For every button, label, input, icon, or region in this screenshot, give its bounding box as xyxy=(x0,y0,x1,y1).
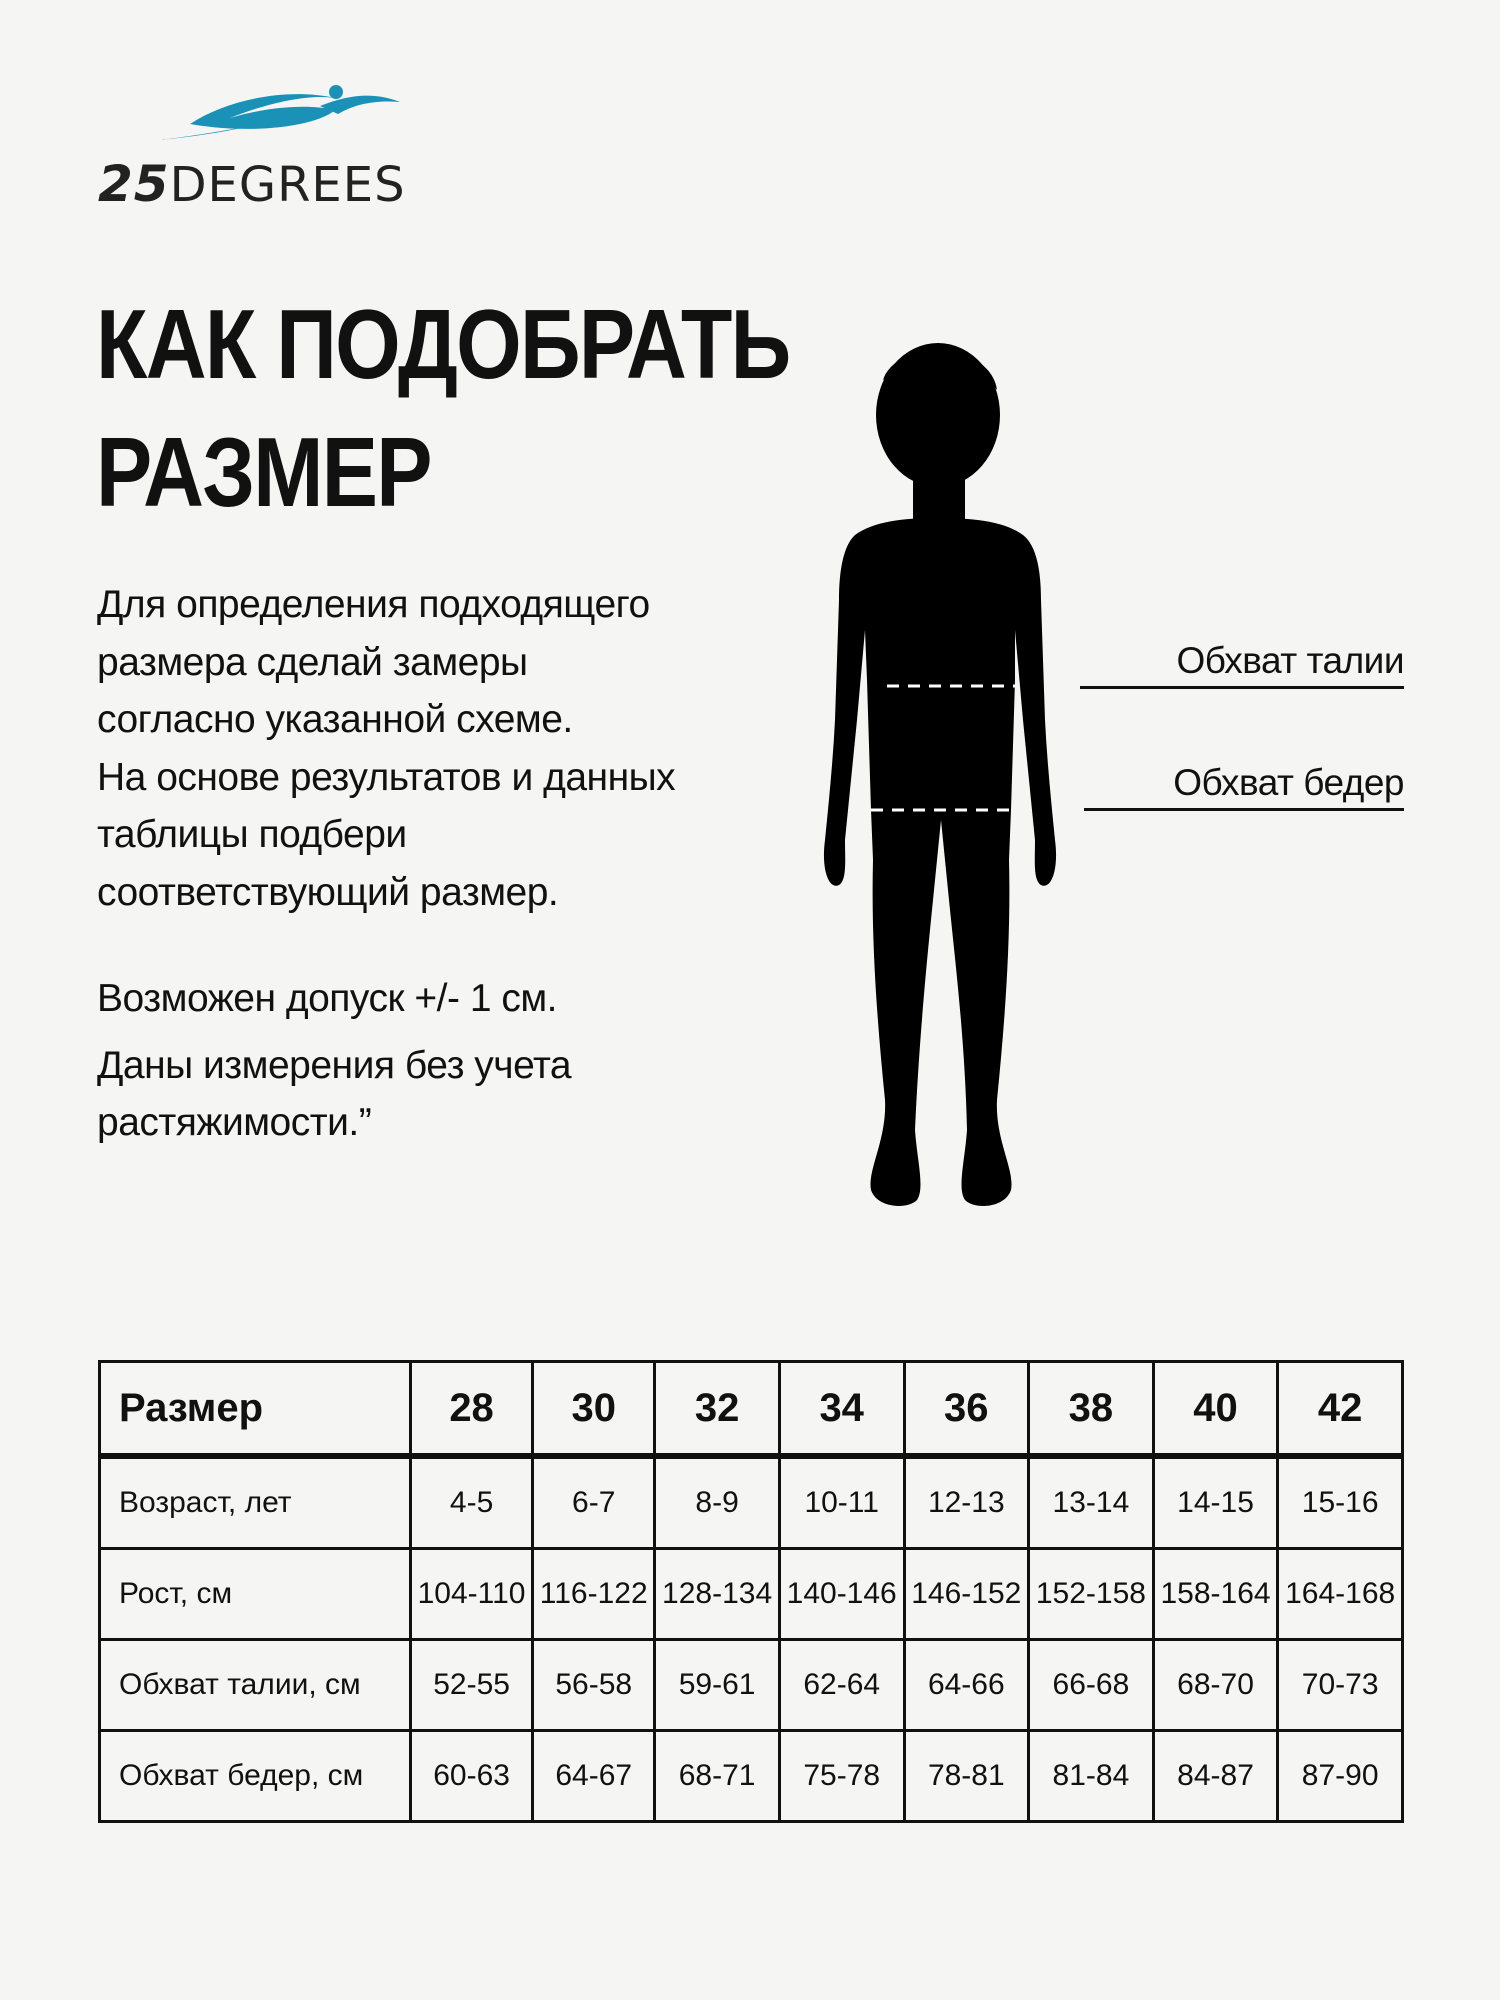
table-cell: 68-70 xyxy=(1153,1640,1278,1731)
table-cell: 4-5 xyxy=(411,1456,533,1549)
waist-label: Обхват талии xyxy=(1176,640,1404,681)
table-cell: 152-158 xyxy=(1029,1549,1154,1640)
intro-line: согласно указанной схеме. xyxy=(97,698,573,741)
table-cell: 146-152 xyxy=(904,1549,1029,1640)
hips-line xyxy=(1084,808,1404,811)
table-cell: 84-87 xyxy=(1153,1731,1278,1822)
brand-logo xyxy=(98,84,438,214)
table-cell: 52-55 xyxy=(411,1640,533,1731)
table-cell: 70-73 xyxy=(1278,1640,1403,1731)
table-row xyxy=(100,1731,1403,1822)
table-cell: 104-110 xyxy=(411,1549,533,1640)
brand-wordmark: 25DEGREES xyxy=(98,155,406,213)
table-cell: 128-134 xyxy=(655,1549,780,1640)
header-label: Размер xyxy=(100,1362,411,1457)
title-line-1: КАК ПОДОБРАТЬ xyxy=(96,289,790,399)
table-cell: 62-64 xyxy=(779,1640,904,1731)
table-cell: 14-15 xyxy=(1153,1456,1278,1549)
row-label: Рост, см xyxy=(100,1549,411,1640)
row-label: Возраст, лет xyxy=(100,1456,411,1549)
size-header: 38 xyxy=(1029,1362,1154,1457)
measurement-notes xyxy=(97,970,697,1161)
table-cell: 140-146 xyxy=(779,1549,904,1640)
intro-line: размера сделай замеры xyxy=(97,640,528,684)
table-cell: 158-164 xyxy=(1153,1549,1278,1640)
title-line-2: РАЗМЕР xyxy=(96,417,431,527)
size-header: 40 xyxy=(1153,1362,1278,1457)
table-row xyxy=(100,1549,1403,1640)
table-cell: 78-81 xyxy=(904,1731,1029,1822)
child-silhouette-icon xyxy=(815,340,1065,1220)
stretch-note: Даны измерения без учета растяжимости.” xyxy=(97,1044,572,1144)
size-header: 34 xyxy=(779,1362,904,1457)
table-cell: 68-71 xyxy=(655,1731,780,1822)
table-cell: 8-9 xyxy=(655,1456,780,1549)
table-cell: 81-84 xyxy=(1029,1731,1154,1822)
table-cell: 116-122 xyxy=(533,1549,655,1640)
row-label: Обхват талии, см xyxy=(100,1640,411,1731)
page-title xyxy=(96,280,790,536)
size-header: 32 xyxy=(655,1362,780,1457)
intro-text xyxy=(97,576,697,921)
table-cell: 15-16 xyxy=(1278,1456,1403,1549)
table-cell: 6-7 xyxy=(533,1456,655,1549)
table-cell: 87-90 xyxy=(1278,1731,1403,1822)
size-header: 28 xyxy=(411,1362,533,1457)
table-cell: 164-168 xyxy=(1278,1549,1403,1640)
size-header: 30 xyxy=(533,1362,655,1457)
intro-line: таблицы подбери xyxy=(97,813,407,856)
row-label: Обхват бедер, см xyxy=(100,1731,411,1822)
intro-line: соответствующий размер. xyxy=(97,870,559,914)
table-cell: 60-63 xyxy=(411,1731,533,1822)
table-cell: 64-67 xyxy=(533,1731,655,1822)
table-cell: 59-61 xyxy=(655,1640,780,1731)
hips-label: Обхват бедер xyxy=(1173,762,1404,803)
table-row xyxy=(100,1640,1403,1731)
waist-line xyxy=(1080,686,1404,689)
table-cell: 13-14 xyxy=(1029,1456,1154,1549)
size-header: 36 xyxy=(904,1362,1029,1457)
table-cell: 75-78 xyxy=(779,1731,904,1822)
table-cell: 56-58 xyxy=(533,1640,655,1731)
size-table xyxy=(98,1360,1404,1823)
intro-line: Для определения подходящего xyxy=(97,583,650,626)
table-header-row xyxy=(100,1362,1403,1457)
table-cell: 10-11 xyxy=(779,1456,904,1549)
intro-line: На основе результатов и данных xyxy=(97,755,676,799)
table-row xyxy=(100,1456,1403,1549)
size-header: 42 xyxy=(1278,1362,1403,1457)
table-cell: 66-68 xyxy=(1029,1640,1154,1731)
swimmer-icon xyxy=(160,84,400,144)
tolerance-note: Возможен допуск +/- 1 см. xyxy=(97,977,557,1020)
table-cell: 64-66 xyxy=(904,1640,1029,1731)
table-cell: 12-13 xyxy=(904,1456,1029,1549)
